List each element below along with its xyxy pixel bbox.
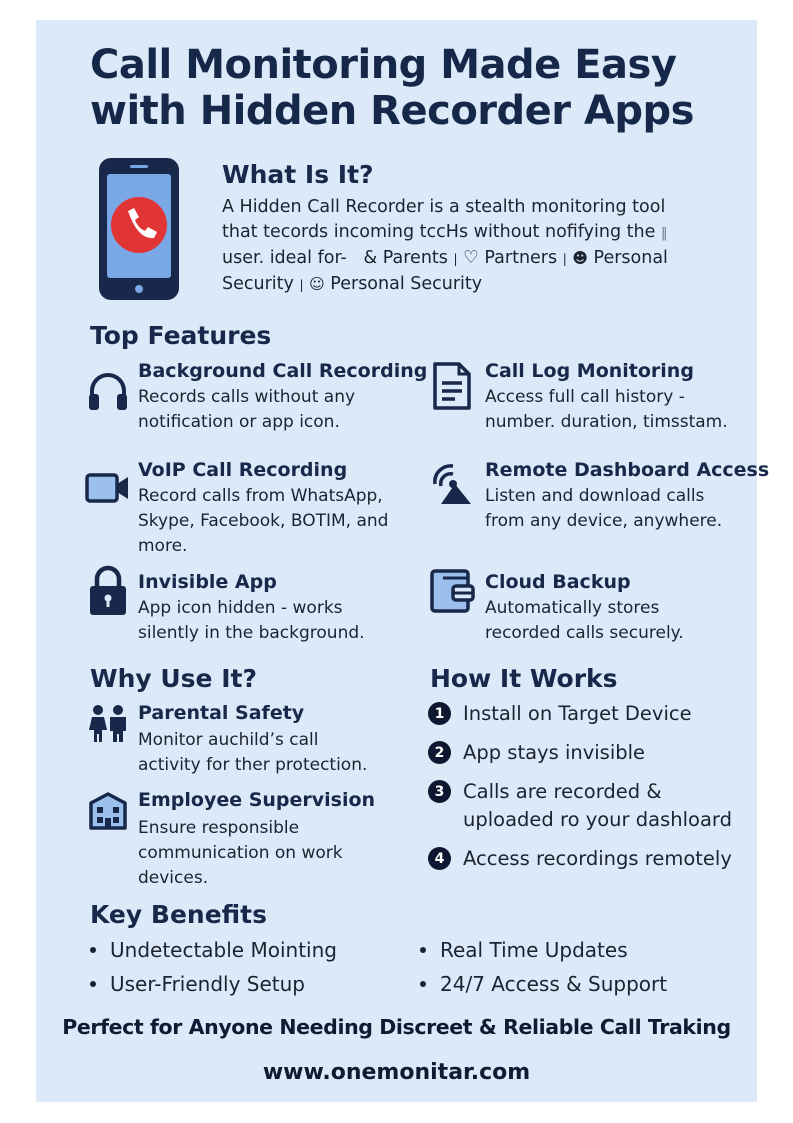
feature-desc-line: from any device, anywhere. xyxy=(485,511,723,531)
phone-call-icon xyxy=(97,156,181,302)
feature-desc-call-log xyxy=(485,385,728,435)
feature-title-call-log: Call Log Monitoring xyxy=(485,360,694,382)
website-url[interactable]: www.onemonitar.com xyxy=(262,1060,531,1085)
step-text-line: Calls are recorded & xyxy=(463,780,662,803)
what-line-3: user. ideal for- & Parents | ♡ Partners | ☻ Personal xyxy=(222,248,668,268)
feature-desc-line: Record calls from WhatsApp, xyxy=(138,486,383,506)
feature-desc-cloud-backup xyxy=(485,596,684,646)
benefit-item xyxy=(90,970,305,998)
step-text: App stays invisible xyxy=(463,741,646,764)
family-icon xyxy=(86,704,130,744)
feature-desc-voip xyxy=(138,484,388,559)
step-text-line: uploaded ro your dashloard xyxy=(463,808,732,831)
office-building-icon xyxy=(88,791,128,831)
audience-personal-security: Personal Security xyxy=(330,274,483,294)
feature-desc-line: Access full call history - xyxy=(485,387,685,407)
feature-desc-line: notification or app icon. xyxy=(138,412,340,432)
how-step-2 xyxy=(428,739,645,767)
why-title-employee-supervision: Employee Supervision xyxy=(138,789,376,811)
audience-parents: & Parents xyxy=(363,248,448,268)
security-person-icon: ☺ xyxy=(309,275,325,293)
benefit-item xyxy=(420,970,667,998)
step-text: Access recordings remotely xyxy=(463,847,732,870)
feature-desc-line: App icon hidden - works xyxy=(138,598,343,618)
ideal-for-label: user. ideal for- xyxy=(222,248,347,268)
bullet-dot xyxy=(420,947,426,953)
stray-mark-icon: ‖ xyxy=(660,226,668,241)
why-heading: Why Use It? xyxy=(90,664,257,693)
benefit-item xyxy=(420,936,628,964)
why-desc-line: Monitor auchild’s call xyxy=(138,730,319,750)
feature-desc-line: Automatically stores xyxy=(485,598,660,618)
feature-title-background-recording: Background Call Recording xyxy=(138,360,428,382)
benefit-item xyxy=(90,936,337,964)
document-icon xyxy=(431,361,473,411)
features-heading: Top Features xyxy=(90,321,272,350)
remote-signal-icon xyxy=(429,460,475,506)
feature-title-invisible-app: Invisible App xyxy=(138,571,277,593)
benefit-text: Real Time Updates xyxy=(440,938,628,962)
benefits-heading: Key Benefits xyxy=(90,900,268,929)
lock-icon xyxy=(88,565,128,617)
feature-desc-invisible-app xyxy=(138,596,365,646)
headphones-icon xyxy=(86,369,130,413)
why-title-parental-safety: Parental Safety xyxy=(138,702,305,724)
feature-desc-remote-dashboard xyxy=(485,484,722,534)
heart-icon: ♡ xyxy=(463,248,479,268)
step-text: Install on Target Device xyxy=(463,702,692,725)
feature-desc-background-recording xyxy=(138,385,355,435)
feature-desc-line: recorded calls securely. xyxy=(485,623,684,643)
feature-desc-line: Listen and download calls xyxy=(485,486,705,506)
how-step-3 xyxy=(428,778,732,834)
bullet-dot xyxy=(90,981,96,987)
what-line-2-text: that tecords incoming tccHs without nofifying the xyxy=(222,222,656,242)
benefit-text: 24/7 Access & Support xyxy=(440,972,668,996)
feature-desc-line: more. xyxy=(138,536,188,556)
feature-title-remote-dashboard: Remote Dashboard Access xyxy=(485,459,770,481)
step-number: 2 xyxy=(428,741,451,764)
step-number: 4 xyxy=(428,847,451,870)
feature-title-cloud-backup: Cloud Backup xyxy=(485,571,631,593)
what-line-1: A Hidden Call Recorder is a stealth monitoring tool xyxy=(222,197,666,217)
audience-security: Security xyxy=(222,274,294,294)
audience-partners: Partners xyxy=(484,248,558,268)
bullet-dot xyxy=(90,947,96,953)
benefit-text: Undetectable Mointing xyxy=(110,938,337,962)
what-line-4: Security | ☺ Personal Security xyxy=(222,274,483,294)
what-heading: What Is It? xyxy=(222,160,374,189)
feature-title-voip: VoIP Call Recording xyxy=(138,459,348,481)
why-desc-line: communication on work xyxy=(138,843,343,863)
step-number: 1 xyxy=(428,702,451,725)
page-title: Call Monitoring Made Easy with Hidden Recorder Apps xyxy=(90,42,694,134)
why-desc-line: activity for ther protection. xyxy=(138,755,368,775)
why-desc-employee-supervision xyxy=(138,816,343,891)
feature-desc-line: number. duration, timsstam. xyxy=(485,412,728,432)
infographic-card xyxy=(36,20,770,1102)
why-desc-parental-safety xyxy=(138,728,367,778)
audience-personal: Personal xyxy=(593,248,668,268)
what-description xyxy=(222,195,668,298)
step-number: 3 xyxy=(428,780,451,803)
why-desc-line: devices. xyxy=(138,868,209,888)
how-step-1 xyxy=(428,700,692,728)
benefit-text: User-Friendly Setup xyxy=(110,972,305,996)
why-desc-line: Ensure responsible xyxy=(138,818,300,838)
what-line-2 xyxy=(222,220,668,246)
cloud-backup-icon xyxy=(429,568,475,614)
how-step-4 xyxy=(428,845,732,873)
feature-desc-line: Skype, Facebook, BOTIM, and xyxy=(138,511,389,531)
person-icon: ☻ xyxy=(572,249,588,267)
feature-desc-line: Records calls without any xyxy=(138,387,356,407)
tagline: Perfect for Anyone Needing Discreet & Reliable Call Traking xyxy=(62,1015,731,1039)
video-camera-icon xyxy=(85,470,131,506)
bullet-dot xyxy=(420,981,426,987)
feature-desc-line: silently in the background. xyxy=(138,623,365,643)
how-heading: How It Works xyxy=(430,664,618,693)
step-text xyxy=(463,778,732,834)
